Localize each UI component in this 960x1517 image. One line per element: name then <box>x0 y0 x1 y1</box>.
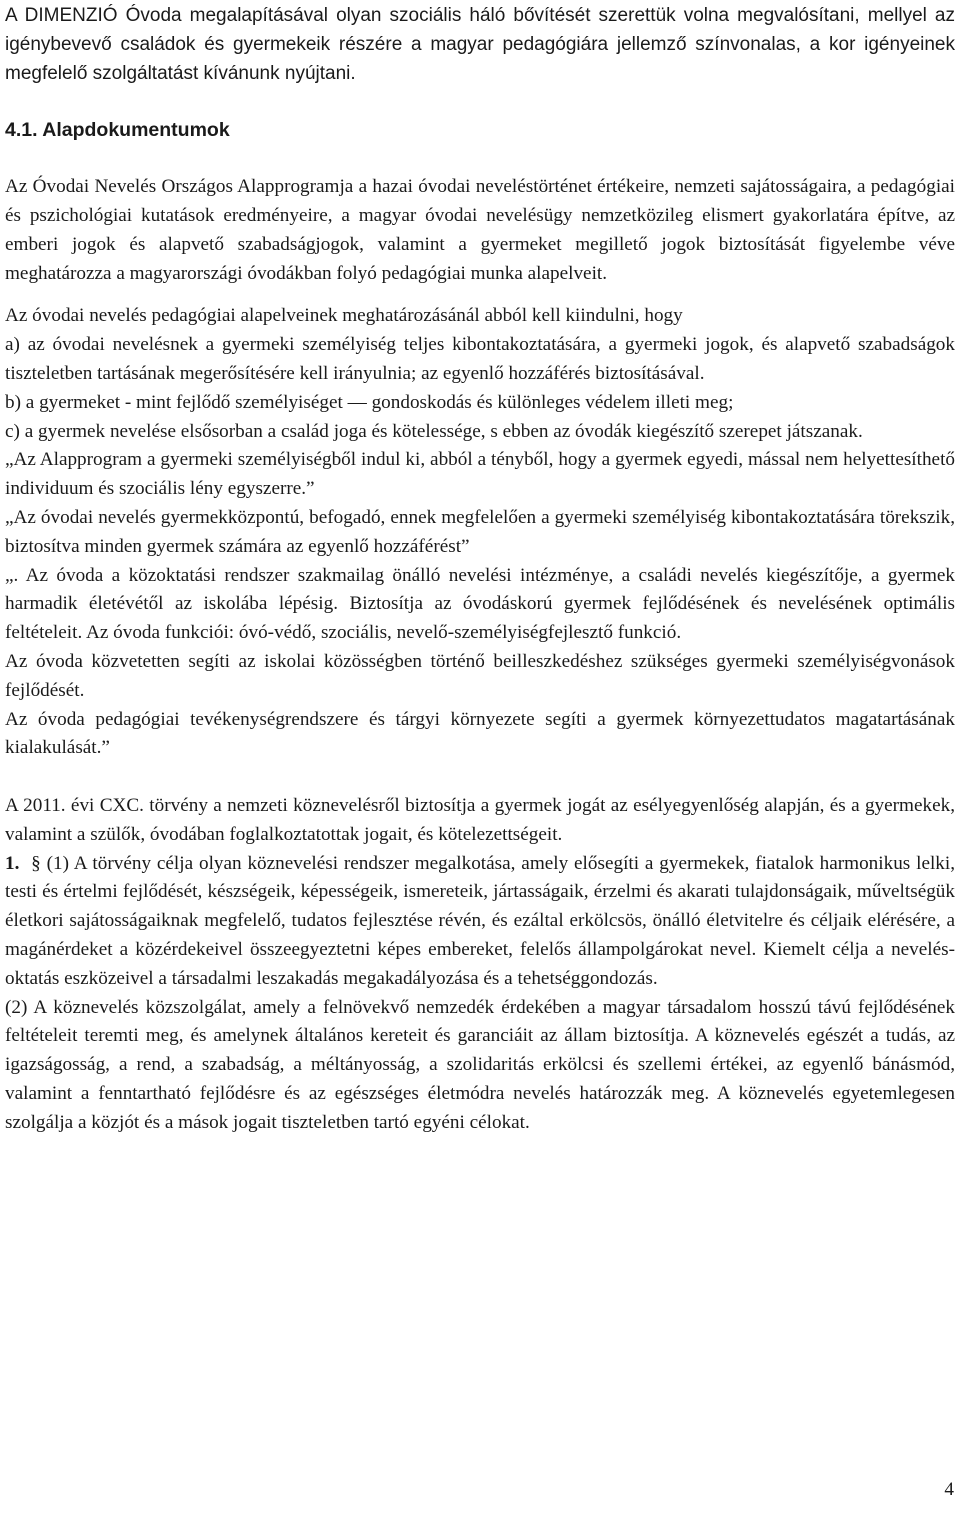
paragraph-alapprogram: Az Óvodai Nevelés Országos Alapprogramja a hazai óvodai neveléstörténet értékeire, nemzeti sajátosságaira, a pedagógiai és pszichológiai kutatások eredményeire, a magyar óvodai nevelésügy nemzetközileg elismert gyakorlatára építve, az emberi jogok és alapvető szabadságjogok, valamint a gyermeket megillető jogok biztosítását figyelembe véve meghatározza a magyarországi óvodákban folyó pedagógiai munka alapelveit. <box>5 176 955 284</box>
intro-paragraph: A DIMENZIÓ Óvoda megalapításával olyan szociális háló bővítését szerettük volna megvalósítani, mellyel az igénybevevő családok és gyermekeik részére a magyar pedagógiára jellemző színvonalas, a kor igényeinek megfelelő szolgáltatást kívánunk nyújtani. <box>5 5 955 84</box>
law-point-1 <box>5 850 955 994</box>
section-number: 4.1. <box>5 119 38 142</box>
document-page <box>5 2 955 1137</box>
law-point-2: (2) A köznevelés közszolgálat, amely a felnövekvő nemzedék érdekében a magyar társadalom hosszú távú fejlődésének feltételeit teremti meg, és amelynek általános kereteit és garanciáit az állam biztosítja. A köznevelés egészét a tudás, az igazságosság, a rend, a szabadság, a méltányosság, a szolidaritás erkölcsi és szellemi értékei, az egyenlő bánásmód, valamint a fenntartható fejlődésre és az egészséges életmódra nevelés határozzák meg. A köznevelés egyetemlegesen szolgálja a közjót és a mások jogait tiszteletben tartó egyéni célokat. <box>5 996 955 1133</box>
law-section-number: 1. <box>5 852 20 874</box>
page-number: 4 <box>944 1479 954 1500</box>
paragraph-alapelvek-intro: Az óvodai nevelés pedagógiai alapelveinek meghatározásánál abból kell kiindulni, hogy <box>5 305 683 327</box>
list-item-c: c) a gyermek nevelése elsősorban a család joga és kötelessége, s ebben az óvodák kiegészítő szerepet játszanak. <box>5 420 863 442</box>
law-section-sign: § <box>31 852 41 874</box>
section-title: Alapdokumentumok <box>42 119 230 142</box>
spacer <box>5 763 955 792</box>
quote-paragraph-5: Az óvoda pedagógiai tevékenységrendszere és tárgyi környezete segíti a gyermek környezettudatos magatartásának kialakulását.” <box>5 708 955 759</box>
quote-paragraph-2: „Az óvodai nevelés gyermekközpontú, befogadó, ennek megfelelően a gyermeki személyiség kibontakoztatására törekszik, biztosítva minden gyermek számára az egyenlő hozzáférést” <box>5 506 955 557</box>
quote-paragraph-1: „Az Alapprogram a gyermeki személyiségből indul ki, abból a tényből, hogy a gyermek egyedi, mással nem helyettesíthető individuum és szociális lény egyszerre.” <box>5 449 955 500</box>
quote-paragraph-3: „. Az óvoda a közoktatási rendszer szakmailag önálló nevelési intézménye, a családi nevelés kiegészítője, a gyermek harmadik életévétől az iskolába lépésig. Biztosítja az óvodáskorú gyermek fejlődésének és nevelésének optimális feltételeit. Az óvoda funkciói: óvó-védő, szociális, nevelő-személyiségfejlesztő funkció. <box>5 564 955 644</box>
spacer <box>5 288 955 302</box>
section-heading <box>5 116 955 145</box>
law-point-1-text: (1) A törvény célja olyan köznevelési rendszer megalkotása, amely elősegíti a gyermekek, fiatalok harmonikus lelki, testi és értelmi fejlődését, készségeik, képességeik, ismereteik, jártasságaik, érzelmi és akarati tulajdonságaik, műveltségük életkori sajátosságaiknak megfelelő, tudatos fejlesztése révén, és ezáltal erkölcsös, önálló életvitelre és céljaik elérésére, a magánérdeket a közérdekeivel összeegyeztetni képes embereket, felelős állampolgárokat nevel. Kiemelt célja a nevelés-oktatás eszközeivel a társadalmi leszakadás megakadályozása és a tehetséggondozás. <box>5 852 956 989</box>
quote-paragraph-4: Az óvoda közvetetten segíti az iskolai közösségben történő beilleszkedéshez szükséges gyermeki személyiségvonások fejlődését. <box>5 650 955 701</box>
law-intro-paragraph: A 2011. évi CXC. törvény a nemzeti köznevelésről biztosítja a gyermek jogát az esélyegyenlőség alapján, és a gyermekek, valamint a szülők, óvodában foglalkoztatottak jogait, és kötelezettségeit. <box>5 794 955 845</box>
list-item-a: a) az óvodai nevelésnek a gyermeki személyiség teljes kibontakoztatására, a gyermeki jogok, és alapvető szabadságok tiszteletben tartásának megerősítésére kell irányulnia; az egyenlő hozzáférés biztosításával. <box>5 334 955 384</box>
list-item-b: b) a gyermeket - mint fejlődő személyiséget ― gondoskodás és különleges védelem illeti meg; <box>5 391 734 413</box>
